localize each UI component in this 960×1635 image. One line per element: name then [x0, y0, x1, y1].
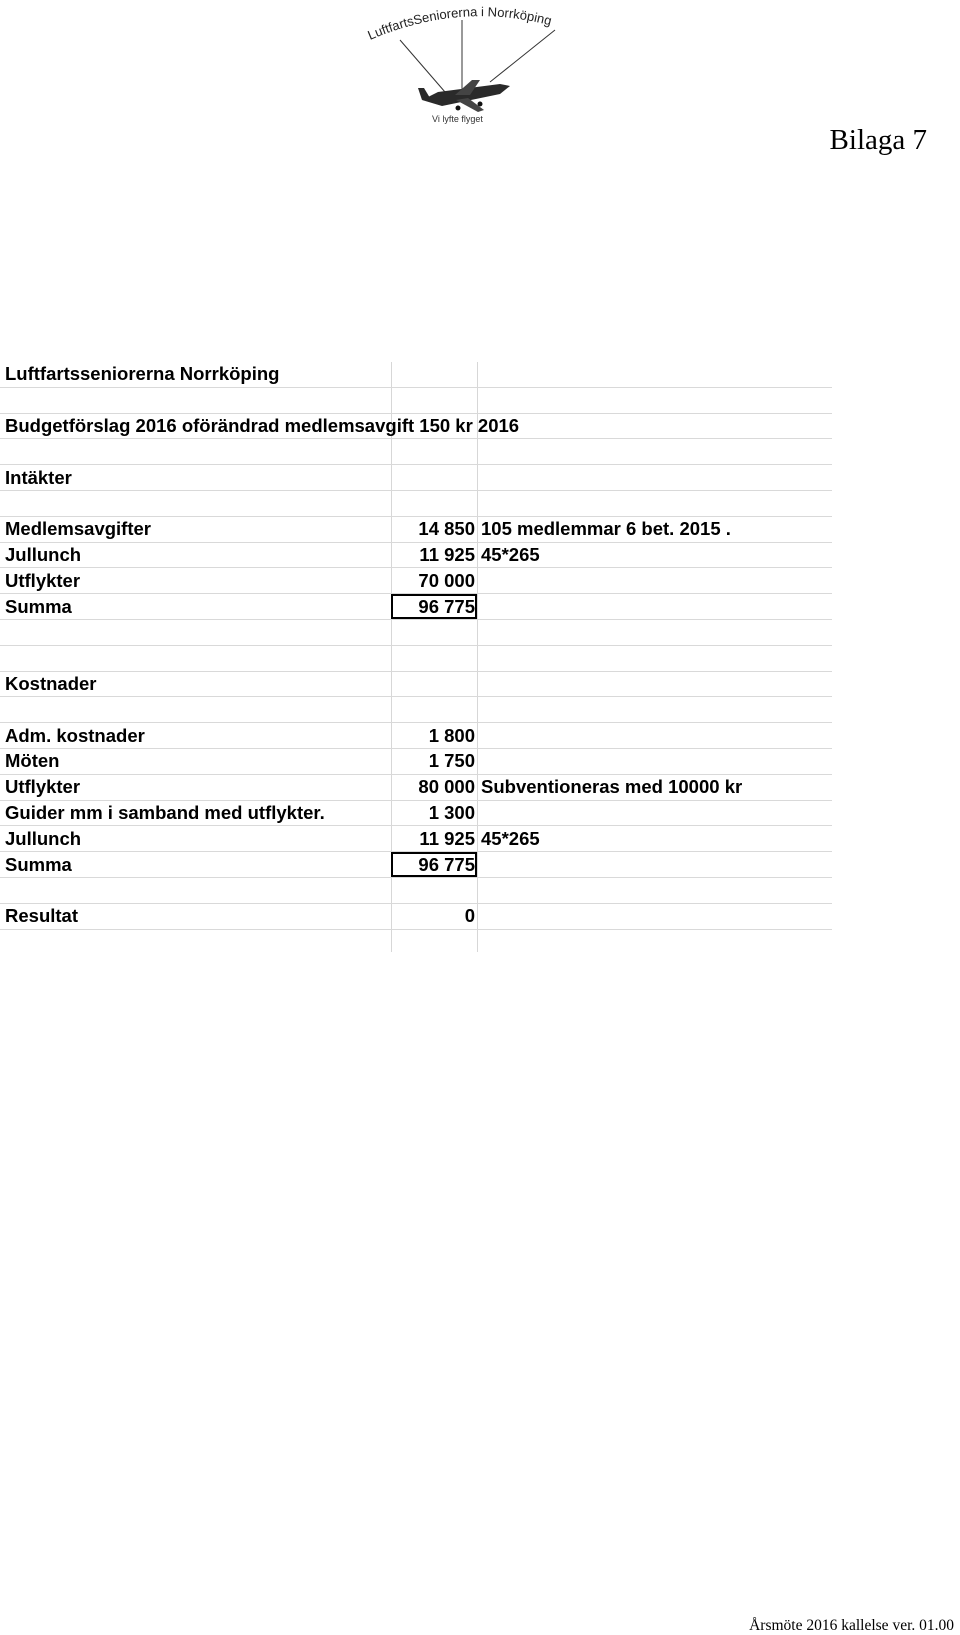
- club-logo-graphic: [360, 0, 595, 125]
- logo-motto: Vi lyfte flyget: [432, 114, 483, 124]
- sheet-row: [0, 568, 832, 594]
- cell-amount: [393, 646, 475, 671]
- sheet-row: [0, 723, 832, 749]
- cell-amount: [393, 465, 475, 490]
- sheet-row: [0, 801, 832, 827]
- sheet-row: [0, 620, 832, 646]
- cell-amount: 80 000: [418, 776, 475, 798]
- cell-amount: [393, 491, 475, 516]
- cell-amount: 96 775: [418, 595, 475, 617]
- cell-label: Jullunch: [5, 827, 82, 849]
- cell-label: Utflykter: [5, 569, 81, 591]
- cell-label: Jullunch: [5, 543, 82, 565]
- sheet-row: [0, 775, 832, 801]
- cell-amount: 11 925: [419, 827, 475, 849]
- airplane-icon: [418, 80, 510, 112]
- sheet-row: [0, 672, 832, 698]
- cell-note: 45*265: [481, 543, 540, 565]
- sheet-row: [0, 749, 832, 775]
- cell-amount: 1 800: [428, 724, 475, 746]
- cell-note: Subventioneras med 10000 kr: [481, 776, 743, 798]
- cell-amount: [393, 388, 475, 413]
- cell-label: Adm. kostnader: [5, 724, 145, 746]
- cell-label: Intäkter: [5, 466, 72, 488]
- sheet-row: [0, 904, 832, 930]
- sheet-row: [0, 594, 832, 620]
- cell-amount: 11 925: [419, 543, 475, 565]
- cell-amount: 96 775: [418, 853, 475, 875]
- sheet-row: [0, 414, 832, 440]
- sheet-row: [0, 388, 832, 414]
- cell-amount: [393, 878, 475, 903]
- cell-amount: 70 000: [418, 569, 475, 591]
- cell-amount: [393, 672, 475, 697]
- cell-label: Medlemsavgifter: [5, 518, 151, 540]
- logo-arc-text: LuftfartsSeniorerna i Norrköping: [365, 4, 554, 43]
- sheet-row: [0, 362, 832, 388]
- cell-label: Luftfartsseniorerna Norrköping: [5, 363, 280, 385]
- sheet-row: [0, 517, 832, 543]
- sheet-row: [0, 543, 832, 569]
- cell-note: 45*265: [481, 827, 540, 849]
- cell-amount: [393, 697, 475, 722]
- cell-amount: [393, 414, 475, 439]
- cell-label: Resultat: [5, 905, 78, 927]
- sheet-row: [0, 697, 832, 723]
- cell-amount: [393, 362, 475, 387]
- cell-label: Guider mm i samband med utflykter.: [5, 801, 325, 823]
- attachment-label: Bilaga 7: [829, 124, 927, 156]
- sheet-row: [0, 439, 832, 465]
- club-logo: [360, 0, 595, 125]
- sheet-row: [0, 852, 832, 878]
- sheet-row: [0, 465, 832, 491]
- cell-label: Summa: [5, 853, 72, 875]
- cell-label: Möten: [5, 750, 60, 772]
- cell-amount: [393, 620, 475, 645]
- cell-amount: 14 850: [418, 518, 475, 540]
- cell-label: Budgetförslag 2016 oförändrad medlemsavgift 150 kr 2016: [5, 414, 520, 436]
- cell-label: Summa: [5, 595, 72, 617]
- sheet-row: [0, 878, 832, 904]
- cell-amount: 0: [464, 905, 475, 927]
- cell-amount: 1 300: [428, 801, 475, 823]
- cell-label: Kostnader: [5, 672, 97, 694]
- sheet-row: [0, 491, 832, 517]
- footer-text: Årsmöte 2016 kallelse ver. 01.00: [749, 1617, 954, 1634]
- cell-note: 105 medlemmar 6 bet. 2015 .: [481, 518, 731, 540]
- cell-label: Utflykter: [5, 776, 81, 798]
- cell-amount: 1 750: [428, 750, 475, 772]
- budget-spreadsheet: [0, 362, 832, 930]
- cell-amount: [393, 439, 475, 464]
- sheet-row: [0, 826, 832, 852]
- sheet-row: [0, 646, 832, 672]
